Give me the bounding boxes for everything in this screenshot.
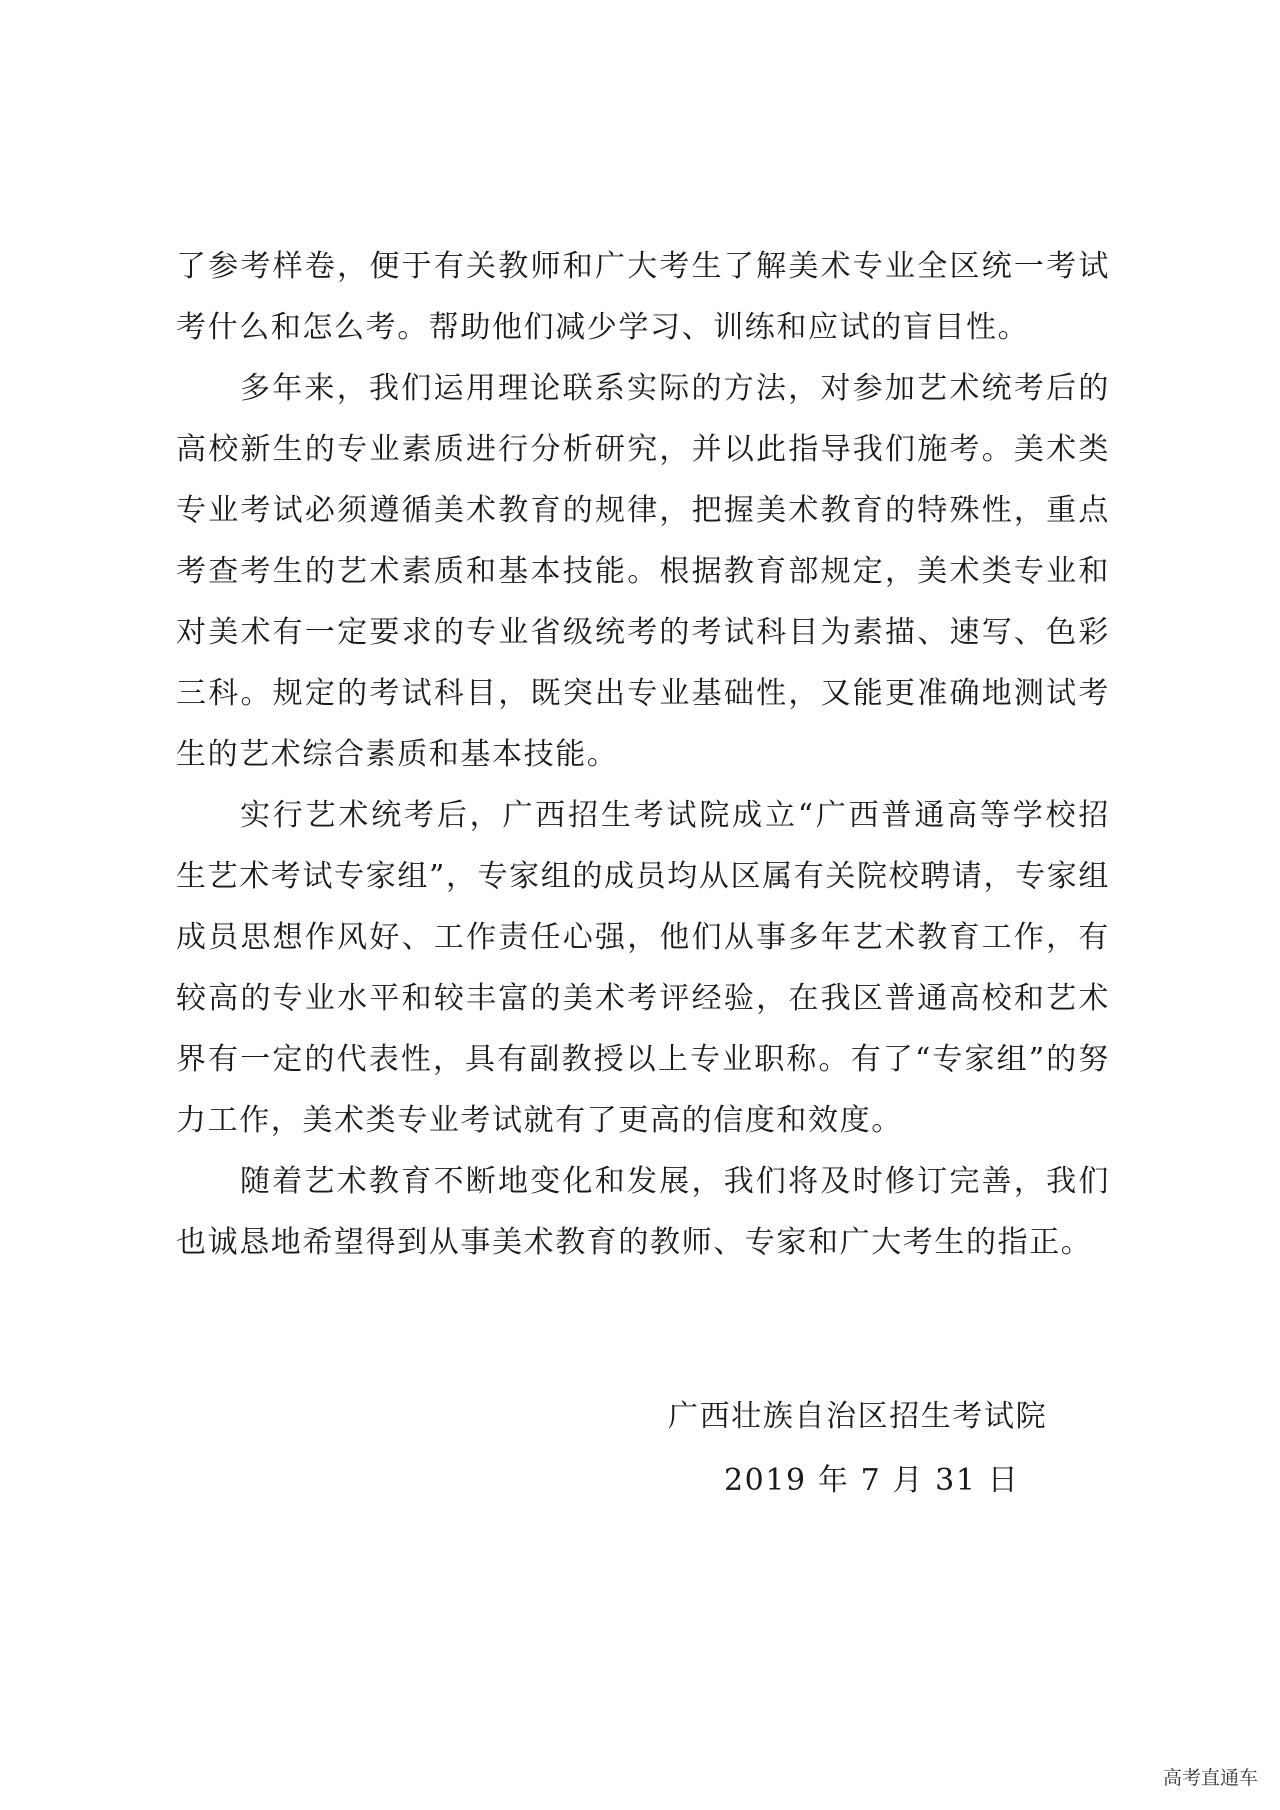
paragraph-closing: 随着艺术教育不断地变化和发展，我们将及时修订完善，我们也诚恳地希望得到从事美术教育的教师、专家和广大考生的指正。: [176, 1164, 1110, 1260]
signature-organization: 广西壮族自治区招生考试院: [668, 1399, 1048, 1434]
signature-block: [660, 1385, 1120, 1513]
paragraph-methodology: 多年来，我们运用理论联系实际的方法，对参加艺术统考后的高校新生的专业素质进行分析研究，并以此指导我们施考。美术类专业考试必须遵循美术教育的规律，把握美术教育的特殊性，重点考查考生的艺术素质和基本技能。根据教育部规定，美术类专业和对美术有一定要求的专业省级统考的考试科目为素描、速写、色彩三科。规定的考试科目，既突出专业基础性，又能更准确地测试考生的艺术综合素质和基本技能。: [176, 371, 1110, 772]
watermark-label: 高考直通车: [1157, 1761, 1264, 1792]
paragraph-expert-group: 实行艺术统考后，广西招生考试院成立“广西普通高等学校招生艺术考试专家组”，专家组的成员均从区属有关院校聘请，专家组成员思想作风好、工作责任心强，他们从事多年艺术教育工作，有较高的专业水平和较丰富的美术考评经验，在我区普通高校和艺术界有一定的代表性，具有副教授以上专业职称。有了“专家组”的努力工作，美术类专业考试就有了更高的信度和效度。: [176, 798, 1110, 1138]
document-body: [176, 236, 1110, 1273]
paragraph-continued: 了参考样卷，便于有关教师和广大考生了解美术专业全区统一考试考什么和怎么考。帮助他们减少学习、训练和应试的盲目性。: [176, 249, 1110, 345]
signature-date: 2019 年 7 月 31 日: [724, 1463, 1020, 1498]
